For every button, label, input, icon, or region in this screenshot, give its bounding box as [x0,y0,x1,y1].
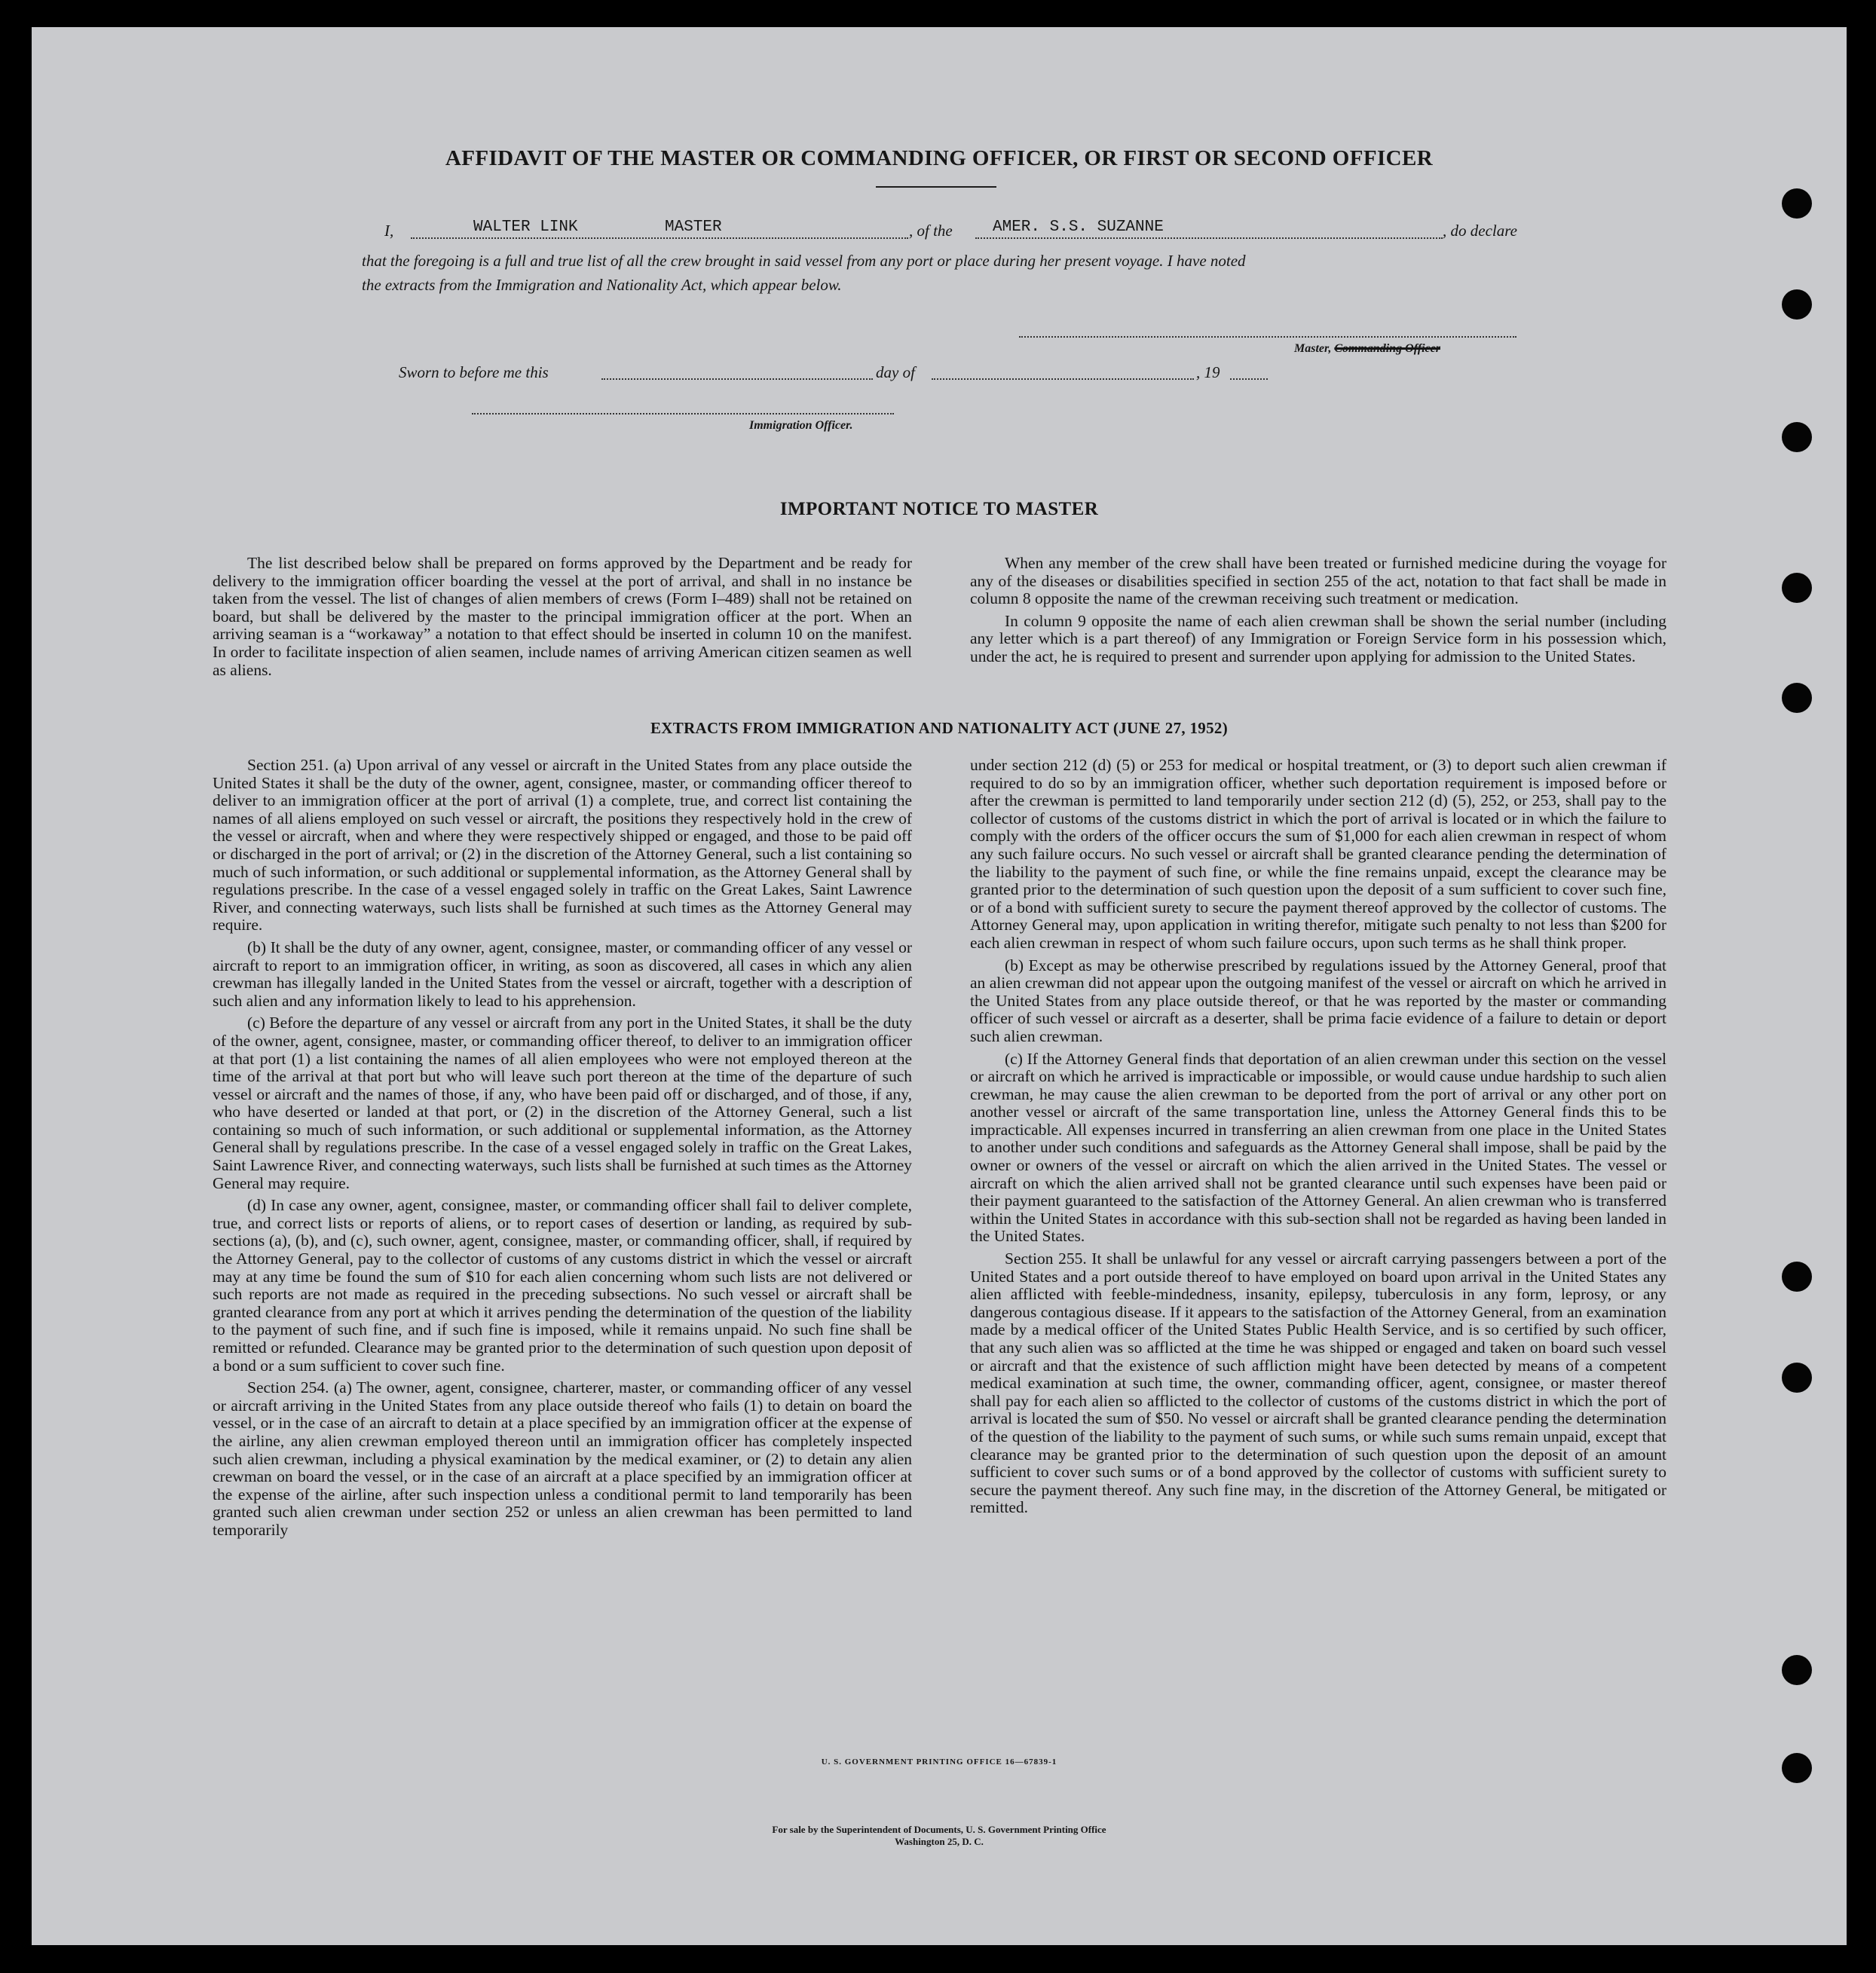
extracts-title: EXTRACTS FROM IMMIGRATION AND NATIONALITY ACT (JUNE 27, 1952) [650,719,1228,737]
extract-paragraph: Section 251. (a) Upon arrival of any vessel or aircraft in the United States from any place outside the United States it shall be the duty of the owner, agent, consignee, master, or commanding officer thereof to deliver to an immigration officer at the port of arrival (1) a complete, true, and correct list containing the names of all aliens employed on such vessel or aircraft, the positions they respectively hold in the crew of the vessel or aircraft, when and where they were respectively shipped or engaged, and those to be paid off or discharged in the port of arrival; or (2) in the discretion of the Attorney General, such a list containing so much of such information, or such additional or supplemental information, as the Attorney General shall by regulations prescribe. In the case of a vessel engaged solely in traffic on the Great Lakes, Saint Lawrence River, and connecting waterways, such lists shall be furnished at such times as the Attorney General may require. [213,756,912,934]
i-label: I, [384,222,394,240]
year-label: , 19 [1196,363,1220,381]
master-label-text: Master, [1294,342,1332,355]
punch-hole [1782,1655,1812,1685]
punch-hole [1782,573,1812,603]
document-page [32,27,1847,1945]
punch-hole [1782,683,1812,713]
extract-paragraph: under section 212 (d) (5) or 253 for medical or hospital treatment, or (3) to deport such alien crewman if required to do so by an immigration officer, whether such deportation requirement is imposed before or after the crewman is permitted to land temporarily under section 212 (d) (5), 252, or 253, shall pay to the collector of customs of the customs district in which the port of arrival is located or in which the failure to comply with the orders of the officer occurs the sum of $1,000 for each alien crewman in respect of whom any such failure occurs. No such vessel or aircraft shall be granted clearance pending the determination of the liability to the payment of such fine, or while the fine remains unpaid, except the clearance may be granted prior to the determination of such question upon the deposit of a sum sufficient to cover such fine, or of a bond with sufficient surety to secure the payment thereof approved by the collector of customs. The Attorney General may, upon application in writing therefor, mitigate such penalty to not less than $200 for each alien crewman in respect of whom such failure occurs, upon such terms as he shall think proper. [970,756,1666,952]
notice-right-paragraph-2: In column 9 opposite the name of each alien crewman shall be shown the serial number (including any letter which is a part thereof) of any Immigration or Foreign Service form in his possession which, under the act, he is required to present and surrender upon applying for admission to the United States. [970,611,1666,665]
declare-label: , do declare [1443,222,1517,240]
affidavit-title: AFFIDAVIT OF THE MASTER OR COMMANDING OFFICER, OR FIRST OR SECOND OFFICER [445,146,1434,170]
extract-paragraph: (d) In case any owner, agent, consignee, master, or commanding officer shall fail to deliver complete, true, and correct lists or reports of aliens, or to report cases of desertion or landing, as required by sub-sections (a), (b), and (c), such owner, agent, consignee, master, or commanding officer, shall, if required by the Attorney General, pay to the collector of customs of any customs district in which the vessel or aircraft may at any time be found the sum of $10 for each alien concerning whom such lists are not delivered or such reports are not made as required in the preceding subsections. No such vessel or aircraft shall be granted clearance from any port at which it arrives pending the determination of the question of the liability to the payment of such fine, and if such fine is imposed, while it remains unpaid. No such fine shall be remitted or refunded. Clearance may be granted prior to the determination of such question upon deposit of a bond or a sum sufficient to cover such fine. [213,1196,912,1375]
immigration-officer-label: Immigration Officer. [749,419,853,432]
notice-left-paragraph: The list described below shall be prepared on forms approved by the Department and be ready for delivery to the immigration officer boarding the vessel at the port of arrival, and shall in no instance be taken from the vessel. The list of changes of alien members of crews (Form I–489) shall not be retained on board, but shall be delivered by the master to the principal immigration officer at the port. When an arriving seaman is a “workaway” a notation to that effect should be inserted in column 10 on the manifest. In order to facilitate inspection of alien seamen, include names of arriving American citizen seamen as well as aliens. [213,554,912,679]
master-label [1294,342,1440,356]
punch-hole [1782,1363,1812,1393]
printing-office-line: U. S. GOVERNMENT PRINTING OFFICE 16—67839-1 [821,1757,1057,1767]
statement-line-2: the extracts from the Immigration and Nationality Act, which appear below. [362,276,842,294]
punch-hole [1782,422,1812,452]
name-field-line [411,237,908,239]
extract-paragraph: (b) Except as may be otherwise prescribed by regulations issued by the Attorney General, proof that an alien crewman did not appear upon the outgoing manifest of the vessel or aircraft on which he arrived in the United States from any place outside thereof, or that he was reported by the master or commanding officer of such vessel or aircraft as a deserter, shall be prima facie evidence of a failure to detain or deport such alien crewman. [970,956,1666,1045]
notice-right-paragraph-1: When any member of the crew shall have been treated or furnished medicine during the voyage for any of the diseases or disabilities specified in section 255 of the act, notation to that fact shall be made in column 8 opposite the name of the crewman receiving such treatment or medication. [970,554,1666,608]
sworn-year-line [1230,378,1268,380]
extract-paragraph: Section 255. It shall be unlawful for any vessel or aircraft carrying passengers between a port of the United States and a port outside thereof to have employed on board upon arrival in the United States any alien afflicted with feeble-mindedness, insanity, epilepsy, tuberculosis in any form, leprosy, or any dangerous contagious disease. If it appears to the satisfaction of the Attorney General, from an examination made by a medical officer of the United States Public Health Service, and is so certified by such officer, that any such alien was so afflicted at the time he was shipped or engaged and taken on board such vessel or aircraft and that the existence of such affliction might have been detected by means of a competent medical examination at such time, the owner, commanding officer, agent, consignee, or master thereof shall pay for each alien so afflicted to the collector of customs of the customs district in which the port of arrival is located the sum of $50. No vessel or aircraft shall be granted clearance pending the determination of the question of the liability to the payment of such sums, or while such sums remain unpaid, except that clearance may be granted prior to the determination of such question upon the deposit of an amount sufficient to cover such sums or of a bond approved by the collector of customs with sufficient surety to secure the payment thereof. Any such fine may, in the discretion of the Attorney General, be mitigated or remitted. [970,1250,1666,1517]
sworn-month-line [932,378,1194,380]
notice-title: IMPORTANT NOTICE TO MASTER [779,499,1099,519]
day-of-label: day of [876,363,915,381]
extracts-right-column [970,757,1666,1522]
rank-value: MASTER [665,219,722,236]
vessel-value: AMER. S.S. SUZANNE [993,219,1164,236]
extract-paragraph: (c) If the Attorney General finds that deportation of an alien crewman under this section on the vessel or aircraft on which he arrived is impracticable or impossible, or would cause undue hardship to such alien crewman, he may cause the alien crewman to be deported from the port of arrival or any other port on another vessel or aircraft of the same transportation line, unless the Attorney General finds this to be impracticable. All expenses incurred in transferring an alien crewman from one place in the United States to another under such conditions and safeguards as the Attorney General shall impose, shall be paid by the owner or owners of the vessel or aircraft on which the alien arrived in the United States. The vessel or aircraft on which the alien arrived shall not be granted clearance until such expenses have been paid or their payment guaranteed to the satisfaction of the Attorney General. An alien crewman who is transferred within the United States in accordance with this sub-section shall not be regarded as having been landed in the United States. [970,1049,1666,1246]
sworn-day-line [601,378,873,380]
sworn-label: Sworn to before me this [399,363,549,381]
sale-notice [32,1824,1847,1848]
sale-line-1: For sale by the Superintendent of Documents, U. S. Government Printing Office [772,1824,1106,1835]
statement-line-1: that the foregoing is a full and true list of all the crew brought in said vessel from any port or place during her present voyage. I have noted [362,252,1246,270]
notice-left-column [213,555,912,684]
extract-paragraph: (b) It shall be the duty of any owner, agent, consignee, master, or commanding officer of any vessel or aircraft to report to an immigration officer, in writing, as soon as discovered, all cases in which any alien crewman has illegally landed in the United States from the vessel or aircraft, together with a description of such alien and any information likely to lead to his apprehension. [213,938,912,1010]
punch-hole [1782,289,1812,320]
extract-paragraph: Section 254. (a) The owner, agent, consignee, charterer, master, or commanding officer of any vessel or aircraft arriving in the United States from any place outside thereof who fails (1) to detain on board the vessel, or in the case of an aircraft to detain at a place specified by an immigration officer at the expense of the airline, any alien crewman employed thereon until an immigration officer has completely inspected such alien crewman, including a physical examination by the medical examiner, or (2) to detain any alien crewman on board the vessel, or in the case of an aircraft at a place specified by an immigration officer at the expense of the airline, after such inspection unless a conditional permit to land temporarily has been granted such alien crewman under section 252 or unless an alien crewman has been permitted to land temporarily [213,1378,912,1539]
notice-right-column [970,555,1666,671]
vessel-field-line [975,237,1443,239]
extract-paragraph: (c) Before the departure of any vessel or aircraft from any port in the United States, it shall be the duty of the owner, agent, consignee, master, or commanding officer thereof, to deliver to an immigration officer at that port (1) a list containing the names of all alien employees who were not employed thereon at the time of the arrival at that port but who will leave such port thereon at the time of the departure of such vessel or aircraft and the names of those, if any, who have been paid off or discharged, and of those, if any, who have deserted or landed at that port, or (2) in the discretion of the Attorney General, such a list containing so much of such information, or such additional or supplemental information, as the Attorney General shall by regulations prescribe. In the case of a vessel engaged solely in traffic on the Great Lakes, Saint Lawrence River, and connecting waterways, such lists shall be furnished at such times as the Attorney General may require. [213,1014,912,1192]
punch-hole [1782,1753,1812,1783]
of-the-label: , of the [909,222,953,240]
master-signature-line [1019,336,1516,338]
extracts-left-column [213,757,912,1544]
punch-hole [1782,188,1812,219]
name-value: WALTER LINK [473,219,578,236]
struck-officer-label: Commanding Officer [1334,342,1440,355]
sale-line-2: Washington 25, D. C. [895,1836,984,1847]
immigration-officer-line [472,413,894,414]
punch-hole [1782,1262,1812,1292]
title-divider [876,186,996,188]
